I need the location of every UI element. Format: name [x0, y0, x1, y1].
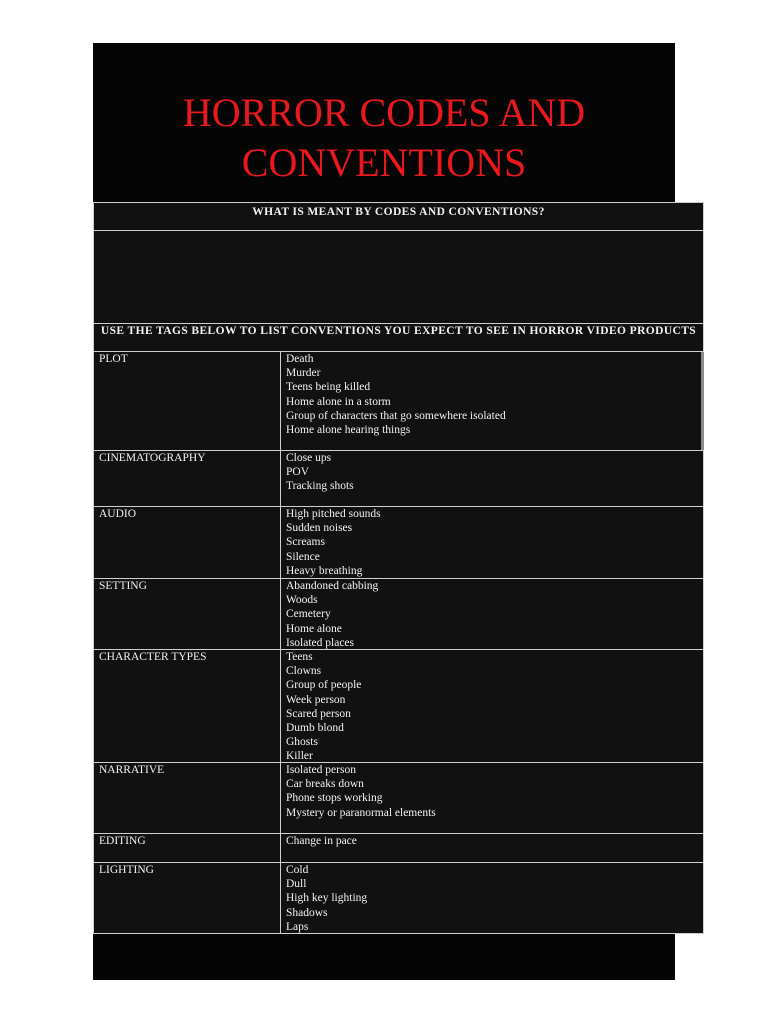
document-title: [93, 88, 675, 188]
list-item: Ghosts: [286, 736, 318, 749]
title-line-2: CONVENTIONS: [241, 140, 527, 185]
table-row-plot: [93, 351, 704, 450]
row-category: AUDIO: [94, 507, 281, 578]
table-row-character-types: [93, 649, 704, 762]
list-item: Week person: [286, 693, 346, 706]
row-category: CHARACTER TYPES: [94, 650, 281, 762]
answer-box: [93, 230, 704, 323]
row-category: PLOT: [94, 352, 281, 450]
list-item: Screams: [286, 536, 325, 549]
list-item: Cold: [286, 864, 309, 876]
title-line-1: HORROR CODES AND: [182, 90, 586, 135]
list-item: Laps: [286, 920, 309, 933]
list-item: Sudden noises: [286, 522, 353, 535]
list-item: Home alone: [286, 622, 342, 635]
list-item: Dumb blond: [286, 722, 344, 735]
list-item: Tracking shots: [286, 480, 354, 493]
row-items: [281, 763, 703, 833]
row-items: [281, 834, 703, 862]
list-item: Car breaks down: [286, 778, 364, 791]
conventions-table: [93, 202, 704, 934]
list-item: Teens: [286, 651, 313, 663]
instruction-header: USE THE TAGS BELOW TO LIST CONVENTIONS YOU EXPECT TO SEE IN HORROR VIDEO PRODUCTS: [93, 323, 704, 351]
table-row-setting: [93, 578, 704, 649]
list-item: Group of characters that go somewhere isolated: [286, 409, 506, 422]
list-item: Shadows: [286, 906, 328, 919]
list-item: Isolated person: [286, 764, 356, 776]
row-category: EDITING: [94, 834, 281, 862]
table-row-lighting: [93, 862, 704, 934]
table-row-editing: [93, 833, 704, 862]
list-item: Mystery or paranormal elements: [286, 806, 436, 819]
table-row-cinematography: [93, 450, 704, 506]
row-items: [281, 451, 703, 506]
list-item: Home alone hearing things: [286, 424, 411, 437]
list-item: Clowns: [286, 665, 322, 678]
table-row-narrative: [93, 762, 704, 833]
list-item: Scared person: [286, 707, 351, 720]
row-items: [281, 507, 703, 578]
list-item: High key lighting: [286, 892, 368, 905]
table-row-audio: [93, 506, 704, 578]
list-item: Close ups: [286, 452, 332, 464]
row-category: SETTING: [94, 579, 281, 649]
list-item: Murder: [286, 367, 321, 380]
list-item: Change in pace: [286, 835, 357, 847]
list-item: Dull: [286, 878, 307, 891]
list-item: Home alone in a storm: [286, 395, 391, 408]
row-category: LIGHTING: [94, 863, 281, 933]
list-item: Phone stops working: [286, 792, 383, 805]
list-item: Group of people: [286, 679, 362, 692]
list-item: Isolated places: [286, 636, 355, 649]
list-item: Death: [286, 353, 314, 365]
row-items: [281, 650, 703, 762]
list-item: Abandoned cabbing: [286, 580, 379, 592]
list-item: Silence: [286, 550, 320, 563]
row-items: [281, 863, 703, 933]
list-item: Woods: [286, 594, 318, 607]
list-item: Cemetery: [286, 608, 331, 621]
question-header: WHAT IS MEANT BY CODES AND CONVENTIONS?: [93, 202, 704, 230]
row-items: [281, 352, 703, 450]
list-item: POV: [286, 466, 310, 479]
row-category: CINEMATOGRAPHY: [94, 451, 281, 506]
list-item: Killer: [286, 750, 313, 763]
list-item: High pitched sounds: [286, 508, 381, 520]
row-items: [281, 579, 703, 649]
row-category: NARRATIVE: [94, 763, 281, 833]
scrollbar-thumb[interactable]: [701, 352, 704, 450]
list-item: Teens being killed: [286, 381, 371, 394]
list-item: Heavy breathing: [286, 564, 363, 577]
